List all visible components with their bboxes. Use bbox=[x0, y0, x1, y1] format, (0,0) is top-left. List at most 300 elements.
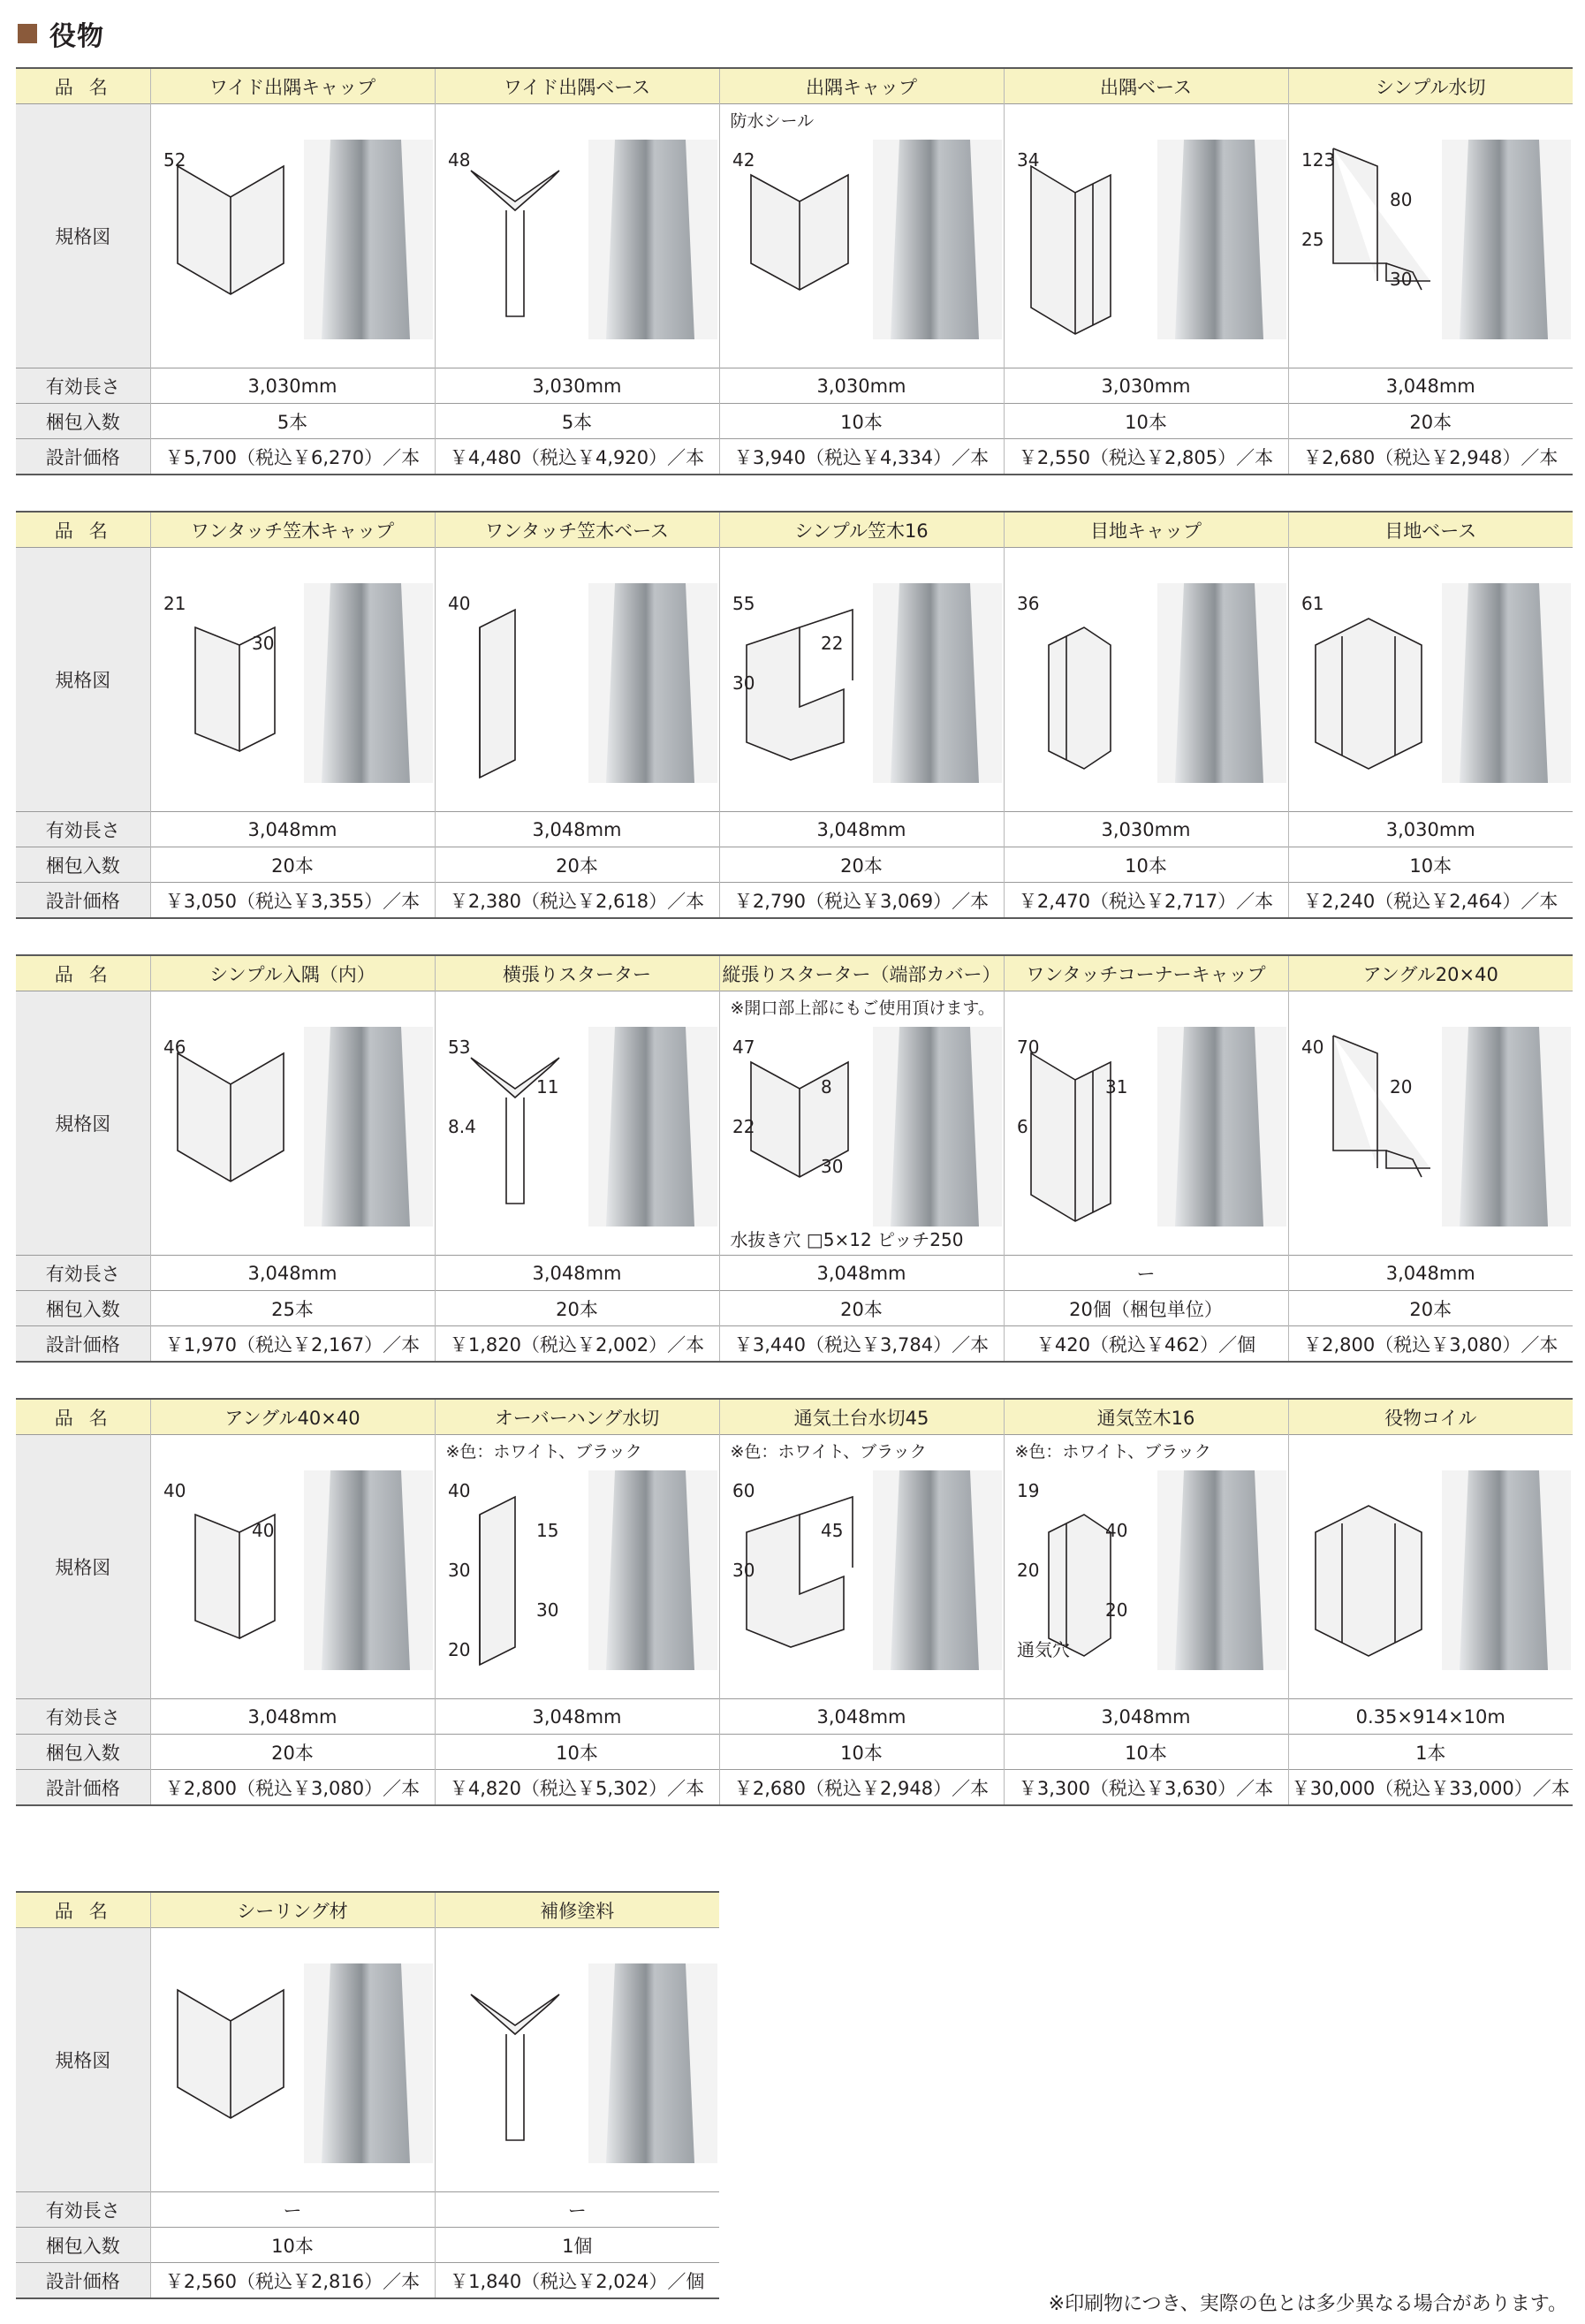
dimension-label: 15 bbox=[535, 1520, 558, 1541]
length-label: 有効長さ bbox=[16, 812, 150, 847]
product-photo bbox=[588, 140, 717, 339]
dimension-label: 30 bbox=[251, 633, 274, 654]
product-name: ワンタッチ笠木ベース bbox=[435, 512, 719, 548]
price-value: ￥4,820（税込￥5,302）／本 bbox=[435, 1770, 719, 1806]
figure-note: ※色：ホワイト、ブラック bbox=[445, 1442, 642, 1462]
product-photo bbox=[304, 583, 433, 783]
product-metal bbox=[606, 140, 694, 339]
length-row bbox=[16, 1699, 1573, 1735]
pack-value: 25本 bbox=[150, 1291, 435, 1326]
spec-diagram bbox=[1298, 1462, 1439, 1674]
dimension-label: 34 bbox=[1016, 149, 1039, 171]
length-value: 3,048mm bbox=[719, 812, 1004, 847]
pack-value: 20本 bbox=[719, 1291, 1004, 1326]
length-value: 3,030mm bbox=[1385, 818, 1475, 840]
pack-value: 1本 bbox=[1415, 1742, 1446, 1764]
diagram-outline bbox=[1049, 627, 1111, 769]
pack-row bbox=[16, 1291, 1573, 1326]
product-name: 役物コイル bbox=[1384, 1407, 1477, 1429]
figure-cell bbox=[719, 104, 1004, 368]
dimension-label: 25 bbox=[1301, 229, 1323, 250]
product-photo bbox=[1157, 583, 1286, 783]
figure-row bbox=[16, 104, 1573, 368]
diagram-fold-line bbox=[506, 2034, 524, 2140]
product-name: ワンタッチ笠木キャップ bbox=[150, 512, 435, 548]
figure-cell bbox=[1004, 1435, 1288, 1699]
product-name: シンプル水切 bbox=[1375, 76, 1486, 98]
pack-value: 10本 bbox=[435, 1735, 719, 1770]
product-name: アングル40×40 bbox=[150, 1399, 435, 1435]
diagram-fold-line bbox=[506, 210, 524, 316]
product-metal bbox=[322, 1027, 410, 1227]
figure-label: 規格図 bbox=[16, 991, 150, 1256]
figure-label: 規格図 bbox=[16, 104, 150, 368]
length-value: 3,048mm bbox=[719, 1256, 1004, 1291]
product-metal bbox=[322, 1470, 410, 1670]
pack-value: 10本 bbox=[719, 1735, 1004, 1770]
product-metal bbox=[606, 1027, 694, 1227]
product-metal bbox=[1175, 1027, 1263, 1227]
length-value: 3,048mm bbox=[150, 1699, 435, 1735]
figure-row bbox=[16, 991, 1573, 1256]
product-metal bbox=[1175, 1470, 1263, 1670]
spec-diagram bbox=[444, 131, 586, 343]
price-value: ￥2,240（税込￥2,464）／本 bbox=[1303, 890, 1558, 912]
length-value: 3,030mm bbox=[150, 368, 435, 404]
name-label: 品名 bbox=[16, 1892, 150, 1928]
diagram-fold-line bbox=[506, 1097, 524, 1204]
product-metal bbox=[1175, 583, 1263, 783]
product-photo bbox=[304, 1963, 433, 2163]
dimension-label: 21 bbox=[163, 593, 186, 614]
dimension-label: 20 bbox=[1016, 1560, 1039, 1581]
length-value: 3,030mm bbox=[719, 368, 1004, 404]
length-row bbox=[16, 2192, 719, 2228]
figure-cell bbox=[719, 548, 1004, 812]
dimension-label: 31 bbox=[1104, 1076, 1127, 1097]
product-photo bbox=[1157, 1470, 1286, 1670]
product-name: シンプル笠木16 bbox=[719, 512, 1004, 548]
spec-diagram bbox=[1013, 1018, 1155, 1230]
diagram-outline bbox=[195, 627, 239, 751]
product-metal bbox=[891, 583, 979, 783]
pack-label: 梱包入数 bbox=[16, 404, 150, 439]
figure-cell bbox=[1288, 104, 1573, 368]
figure-cell bbox=[1004, 104, 1288, 368]
figure-row bbox=[16, 1928, 719, 2192]
product-photo bbox=[1157, 1027, 1286, 1227]
spec-diagram bbox=[1013, 574, 1155, 786]
spec-diagram bbox=[729, 574, 870, 786]
header-row bbox=[16, 68, 1573, 104]
figure-cell bbox=[1288, 991, 1573, 1256]
spec-diagram bbox=[444, 1462, 586, 1674]
product-name: 目地キャップ bbox=[1004, 512, 1288, 548]
pack-value: 5本 bbox=[150, 404, 435, 439]
product-name: 出隅キャップ bbox=[719, 68, 1004, 104]
product-photo bbox=[1442, 140, 1571, 339]
length-label: 有効長さ bbox=[16, 1256, 150, 1291]
length-value: 3,048mm bbox=[719, 1699, 1004, 1735]
diagram-outline bbox=[1031, 1053, 1111, 1221]
dimension-label: 8 bbox=[820, 1076, 832, 1097]
figure-cell bbox=[1004, 548, 1288, 812]
dimension-label: 22 bbox=[820, 633, 843, 654]
spec-diagram bbox=[1013, 1462, 1155, 1674]
diagram-outline bbox=[471, 1994, 559, 2034]
price-label: 設計価格 bbox=[16, 1326, 150, 1363]
figure-cell bbox=[435, 1928, 719, 2192]
product-name: 横張りスターター bbox=[435, 955, 719, 991]
price-label: 設計価格 bbox=[16, 2263, 150, 2299]
pack-label: 梱包入数 bbox=[16, 2228, 150, 2263]
header-row bbox=[16, 955, 1573, 991]
price-value: ￥2,790（税込￥3,069）／本 bbox=[719, 883, 1004, 919]
spec-table bbox=[16, 511, 1573, 919]
figure-row bbox=[16, 548, 1573, 812]
length-value: 3,048mm bbox=[150, 812, 435, 847]
diagram-outline bbox=[471, 171, 559, 210]
dimension-label: 30 bbox=[1389, 269, 1412, 290]
price-value: ￥420（税込￥462）／個 bbox=[1004, 1326, 1288, 1363]
price-value: ￥5,700（税込￥6,270）／本 bbox=[150, 439, 435, 475]
product-metal bbox=[1460, 583, 1548, 783]
dimension-label: 40 bbox=[1301, 1037, 1323, 1058]
dimension-label: 8.4 bbox=[447, 1116, 476, 1137]
figure-cell bbox=[150, 991, 435, 1256]
dimension-label: 45 bbox=[820, 1520, 843, 1541]
diagram-outline bbox=[480, 1497, 515, 1665]
product-photo bbox=[1442, 583, 1571, 783]
spec-diagram bbox=[160, 574, 301, 786]
product-name: アングル20×40 bbox=[1362, 963, 1498, 985]
pack-value: 10本 bbox=[1004, 404, 1288, 439]
pack-label: 梱包入数 bbox=[16, 1735, 150, 1770]
price-value: ￥2,560（税込￥2,816）／本 bbox=[150, 2263, 435, 2299]
product-name: 通気土台水切45 bbox=[719, 1399, 1004, 1435]
length-label: 有効長さ bbox=[16, 2192, 150, 2228]
dimension-label: 55 bbox=[732, 593, 755, 614]
spec-diagram bbox=[1298, 574, 1439, 786]
length-value: 3,048mm bbox=[1385, 1262, 1475, 1284]
spec-diagram bbox=[1298, 1018, 1439, 1230]
dimension-label: 22 bbox=[732, 1116, 755, 1137]
dimension-label: 6 bbox=[1016, 1116, 1028, 1137]
dimension-label: 80 bbox=[1389, 189, 1412, 210]
dimension-label: 48 bbox=[447, 149, 470, 171]
price-value: ￥2,680（税込￥2,948）／本 bbox=[719, 1770, 1004, 1806]
product-name: 目地ベース bbox=[1384, 520, 1477, 542]
spec-diagram bbox=[1298, 131, 1439, 343]
figure-cell bbox=[435, 104, 719, 368]
length-value: 3,048mm bbox=[1385, 375, 1475, 397]
dimension-label: 30 bbox=[447, 1560, 470, 1581]
figure-cell bbox=[1288, 1435, 1573, 1699]
pack-value: 20本 bbox=[1409, 1298, 1452, 1320]
dimension-label: 36 bbox=[1016, 593, 1039, 614]
product-metal bbox=[606, 1470, 694, 1670]
product-name: 通気笠木16 bbox=[1004, 1399, 1288, 1435]
section-marker-icon bbox=[18, 24, 37, 43]
product-photo bbox=[304, 140, 433, 339]
dimension-label: 30 bbox=[732, 1560, 755, 1581]
diagram-outline bbox=[1333, 1036, 1430, 1168]
pack-value: 5本 bbox=[435, 404, 719, 439]
diagram-outline bbox=[1031, 166, 1111, 334]
product-photo bbox=[588, 583, 717, 783]
header-row bbox=[16, 1399, 1573, 1435]
dimension-label: 40 bbox=[1104, 1520, 1127, 1541]
pack-value: 10本 bbox=[150, 2228, 435, 2263]
dimension-label: 123 bbox=[1301, 149, 1335, 171]
product-photo bbox=[873, 583, 1002, 783]
spec-diagram bbox=[444, 1018, 586, 1230]
product-name: シンプル入隅（内） bbox=[150, 955, 435, 991]
figure-row bbox=[16, 1435, 1573, 1699]
length-row bbox=[16, 1256, 1573, 1291]
section-title-text: 役物 bbox=[49, 21, 104, 52]
price-value: ￥1,820（税込￥2,002）／本 bbox=[435, 1326, 719, 1363]
figure-cell bbox=[150, 1435, 435, 1699]
price-row bbox=[16, 883, 1573, 919]
price-row bbox=[16, 439, 1573, 475]
price-value: ￥3,440（税込￥3,784）／本 bbox=[719, 1326, 1004, 1363]
figure-note: ※色：ホワイト、ブラック bbox=[730, 1442, 927, 1462]
name-label: 品名 bbox=[16, 1399, 150, 1435]
dimension-label: 52 bbox=[163, 149, 186, 171]
price-row bbox=[16, 2263, 719, 2299]
figure-cell bbox=[435, 548, 719, 812]
pack-row bbox=[16, 404, 1573, 439]
figure-cell bbox=[150, 1928, 435, 2192]
product-photo bbox=[588, 1027, 717, 1227]
product-name: 出隅ベース bbox=[1004, 68, 1288, 104]
price-value: ￥1,840（税込￥2,024）／個 bbox=[450, 2270, 705, 2292]
price-value: ￥2,680（税込￥2,948）／本 bbox=[1303, 446, 1558, 468]
diagram-outline bbox=[1316, 1506, 1422, 1656]
pack-value: 10本 bbox=[1409, 854, 1452, 877]
price-value: ￥2,800（税込￥3,080）／本 bbox=[1303, 1333, 1558, 1356]
price-value: ￥2,470（税込￥2,717）／本 bbox=[1004, 883, 1288, 919]
product-metal bbox=[1175, 140, 1263, 339]
price-label: 設計価格 bbox=[16, 439, 150, 475]
figure-label: 規格図 bbox=[16, 1435, 150, 1699]
dimension-label: 40 bbox=[447, 593, 470, 614]
pack-value: 10本 bbox=[1004, 1735, 1288, 1770]
dimension-label: 20 bbox=[1389, 1076, 1412, 1097]
pack-value: 20本 bbox=[435, 1291, 719, 1326]
product-photo bbox=[873, 1470, 1002, 1670]
diagram-outline bbox=[1333, 148, 1430, 281]
product-metal bbox=[606, 583, 694, 783]
length-value: 3,030mm bbox=[1004, 368, 1288, 404]
product-name: ワンタッチコーナーキャップ bbox=[1004, 955, 1288, 991]
product-metal bbox=[322, 583, 410, 783]
spec-diagram bbox=[1013, 131, 1155, 343]
product-metal bbox=[322, 1963, 410, 2163]
product-name: 縦張りスターター（端部カバー） bbox=[719, 955, 1004, 991]
spec-diagram bbox=[444, 574, 586, 786]
product-photo bbox=[1157, 140, 1286, 339]
dimension-label: 40 bbox=[251, 1520, 274, 1541]
product-name: 補修塗料 bbox=[540, 1900, 615, 1922]
length-label: 有効長さ bbox=[16, 1699, 150, 1735]
price-value: ￥30,000（税込￥33,000）／本 bbox=[1291, 1777, 1570, 1799]
length-value: ー bbox=[150, 2192, 435, 2228]
pack-label: 梱包入数 bbox=[16, 847, 150, 883]
product-photo bbox=[588, 1963, 717, 2163]
footer-note: ※印刷物につき、実際の色とは多少異なる場合があります。 bbox=[1048, 2293, 1567, 2315]
dimension-label: 40 bbox=[447, 1480, 470, 1501]
product-name: オーバーハング水切 bbox=[435, 1399, 719, 1435]
figure-cell bbox=[1004, 991, 1288, 1256]
spec-table bbox=[16, 954, 1573, 1363]
length-value: 3,048mm bbox=[435, 812, 719, 847]
dimension-label: 20 bbox=[1104, 1599, 1127, 1621]
spec-table bbox=[16, 1891, 719, 2299]
spec-diagram bbox=[160, 131, 301, 343]
length-value: 0.35×914×10m bbox=[1355, 1705, 1505, 1728]
length-value: 3,030mm bbox=[1004, 812, 1288, 847]
name-label: 品名 bbox=[16, 68, 150, 104]
figure-note-bottom: 水抜き穴 □5×12 ピッチ250 bbox=[730, 1229, 964, 1250]
product-name: ワイド出隅ベース bbox=[435, 68, 719, 104]
price-value: ￥4,480（税込￥4,920）／本 bbox=[435, 439, 719, 475]
length-value: 3,048mm bbox=[150, 1256, 435, 1291]
figure-note: ※開口部上部にもご使用頂けます。 bbox=[730, 999, 995, 1018]
spec-diagram bbox=[160, 1462, 301, 1674]
product-photo bbox=[304, 1027, 433, 1227]
dimension-label: 53 bbox=[447, 1037, 470, 1058]
diagram-outline bbox=[480, 610, 515, 778]
header-row bbox=[16, 1892, 719, 1928]
pack-value: 20本 bbox=[435, 847, 719, 883]
length-row bbox=[16, 812, 1573, 847]
dimension-label: 40 bbox=[163, 1480, 186, 1501]
product-metal bbox=[891, 1470, 979, 1670]
header-row bbox=[16, 512, 1573, 548]
price-label: 設計価格 bbox=[16, 1770, 150, 1806]
pack-label: 梱包入数 bbox=[16, 1291, 150, 1326]
figure-cell bbox=[1288, 548, 1573, 812]
spec-diagram bbox=[160, 1018, 301, 1230]
dimension-label: 19 bbox=[1016, 1480, 1039, 1501]
length-value: 3,030mm bbox=[435, 368, 719, 404]
product-metal bbox=[1460, 1027, 1548, 1227]
spec-table bbox=[16, 67, 1573, 475]
spec-diagram bbox=[729, 131, 870, 343]
dimension-label: 30 bbox=[820, 1156, 843, 1177]
dimension-label: 通気穴 bbox=[1016, 1639, 1070, 1660]
length-value: 3,048mm bbox=[435, 1699, 719, 1735]
spec-diagram bbox=[160, 1955, 301, 2167]
price-value: ￥3,940（税込￥4,334）／本 bbox=[719, 439, 1004, 475]
price-value: ￥2,800（税込￥3,080）／本 bbox=[150, 1770, 435, 1806]
dimension-label: 30 bbox=[535, 1599, 558, 1621]
spec-diagram bbox=[729, 1462, 870, 1674]
diagram-outline bbox=[195, 1515, 239, 1638]
price-value: ￥2,380（税込￥2,618）／本 bbox=[435, 883, 719, 919]
spec-diagram bbox=[444, 1955, 586, 2167]
length-row bbox=[16, 368, 1573, 404]
spec-diagram bbox=[729, 1018, 870, 1230]
dimension-label: 70 bbox=[1016, 1037, 1039, 1058]
price-row bbox=[16, 1326, 1573, 1363]
figure-cell bbox=[719, 1435, 1004, 1699]
pack-value: 10本 bbox=[719, 404, 1004, 439]
product-metal bbox=[891, 140, 979, 339]
name-label: 品名 bbox=[16, 955, 150, 991]
price-value: ￥1,970（税込￥2,167）／本 bbox=[150, 1326, 435, 1363]
product-metal bbox=[606, 1963, 694, 2163]
dimension-label: 11 bbox=[535, 1076, 558, 1097]
pack-value: 10本 bbox=[1004, 847, 1288, 883]
price-value: ￥3,050（税込￥3,355）／本 bbox=[150, 883, 435, 919]
length-value: 3,048mm bbox=[435, 1256, 719, 1291]
dimension-label: 42 bbox=[732, 149, 755, 171]
figure-label: 規格図 bbox=[16, 1928, 150, 2192]
dimension-label: 61 bbox=[1301, 593, 1323, 614]
dimension-label: 30 bbox=[732, 672, 755, 694]
spec-table bbox=[16, 1398, 1573, 1806]
name-label: 品名 bbox=[16, 512, 150, 548]
pack-value: 20本 bbox=[1409, 411, 1452, 433]
dimension-label: 46 bbox=[163, 1037, 186, 1058]
pack-value: 20本 bbox=[150, 1735, 435, 1770]
product-metal bbox=[1460, 140, 1548, 339]
price-value: ￥3,300（税込￥3,630）／本 bbox=[1004, 1770, 1288, 1806]
figure-cell bbox=[435, 1435, 719, 1699]
product-name: ワイド出隅キャップ bbox=[150, 68, 435, 104]
pack-value: 20本 bbox=[719, 847, 1004, 883]
price-label: 設計価格 bbox=[16, 883, 150, 919]
pack-value: 20個（梱包単位） bbox=[1004, 1291, 1288, 1326]
figure-cell bbox=[719, 991, 1004, 1256]
diagram-outline bbox=[1049, 1515, 1111, 1656]
dimension-label: 20 bbox=[447, 1639, 470, 1660]
product-name: シーリング材 bbox=[150, 1892, 435, 1928]
section-title bbox=[18, 16, 104, 51]
diagram-outline bbox=[1316, 619, 1422, 769]
figure-cell bbox=[435, 991, 719, 1256]
price-row bbox=[16, 1770, 1573, 1806]
pack-row bbox=[16, 2228, 719, 2263]
figure-cell bbox=[150, 104, 435, 368]
product-photo bbox=[873, 140, 1002, 339]
product-photo bbox=[588, 1470, 717, 1670]
length-label: 有効長さ bbox=[16, 368, 150, 404]
figure-note: 防水シール bbox=[730, 111, 815, 131]
pack-row bbox=[16, 1735, 1573, 1770]
dimension-label: 47 bbox=[732, 1037, 755, 1058]
figure-note: ※色：ホワイト、ブラック bbox=[1014, 1442, 1211, 1462]
product-metal bbox=[891, 1027, 979, 1227]
length-value: ー bbox=[567, 2199, 587, 2221]
pack-value: 20本 bbox=[150, 847, 435, 883]
dimension-label: 60 bbox=[732, 1480, 755, 1501]
product-photo bbox=[873, 1027, 1002, 1227]
product-photo bbox=[1442, 1027, 1571, 1227]
product-photo bbox=[304, 1470, 433, 1670]
product-photo bbox=[1442, 1470, 1571, 1670]
product-metal bbox=[322, 140, 410, 339]
price-value: ￥2,550（税込￥2,805）／本 bbox=[1004, 439, 1288, 475]
pack-value: 1個 bbox=[562, 2235, 593, 2257]
product-metal bbox=[1460, 1470, 1548, 1670]
figure-cell bbox=[150, 548, 435, 812]
length-value: ー bbox=[1004, 1256, 1288, 1291]
length-value: 3,048mm bbox=[1004, 1699, 1288, 1735]
